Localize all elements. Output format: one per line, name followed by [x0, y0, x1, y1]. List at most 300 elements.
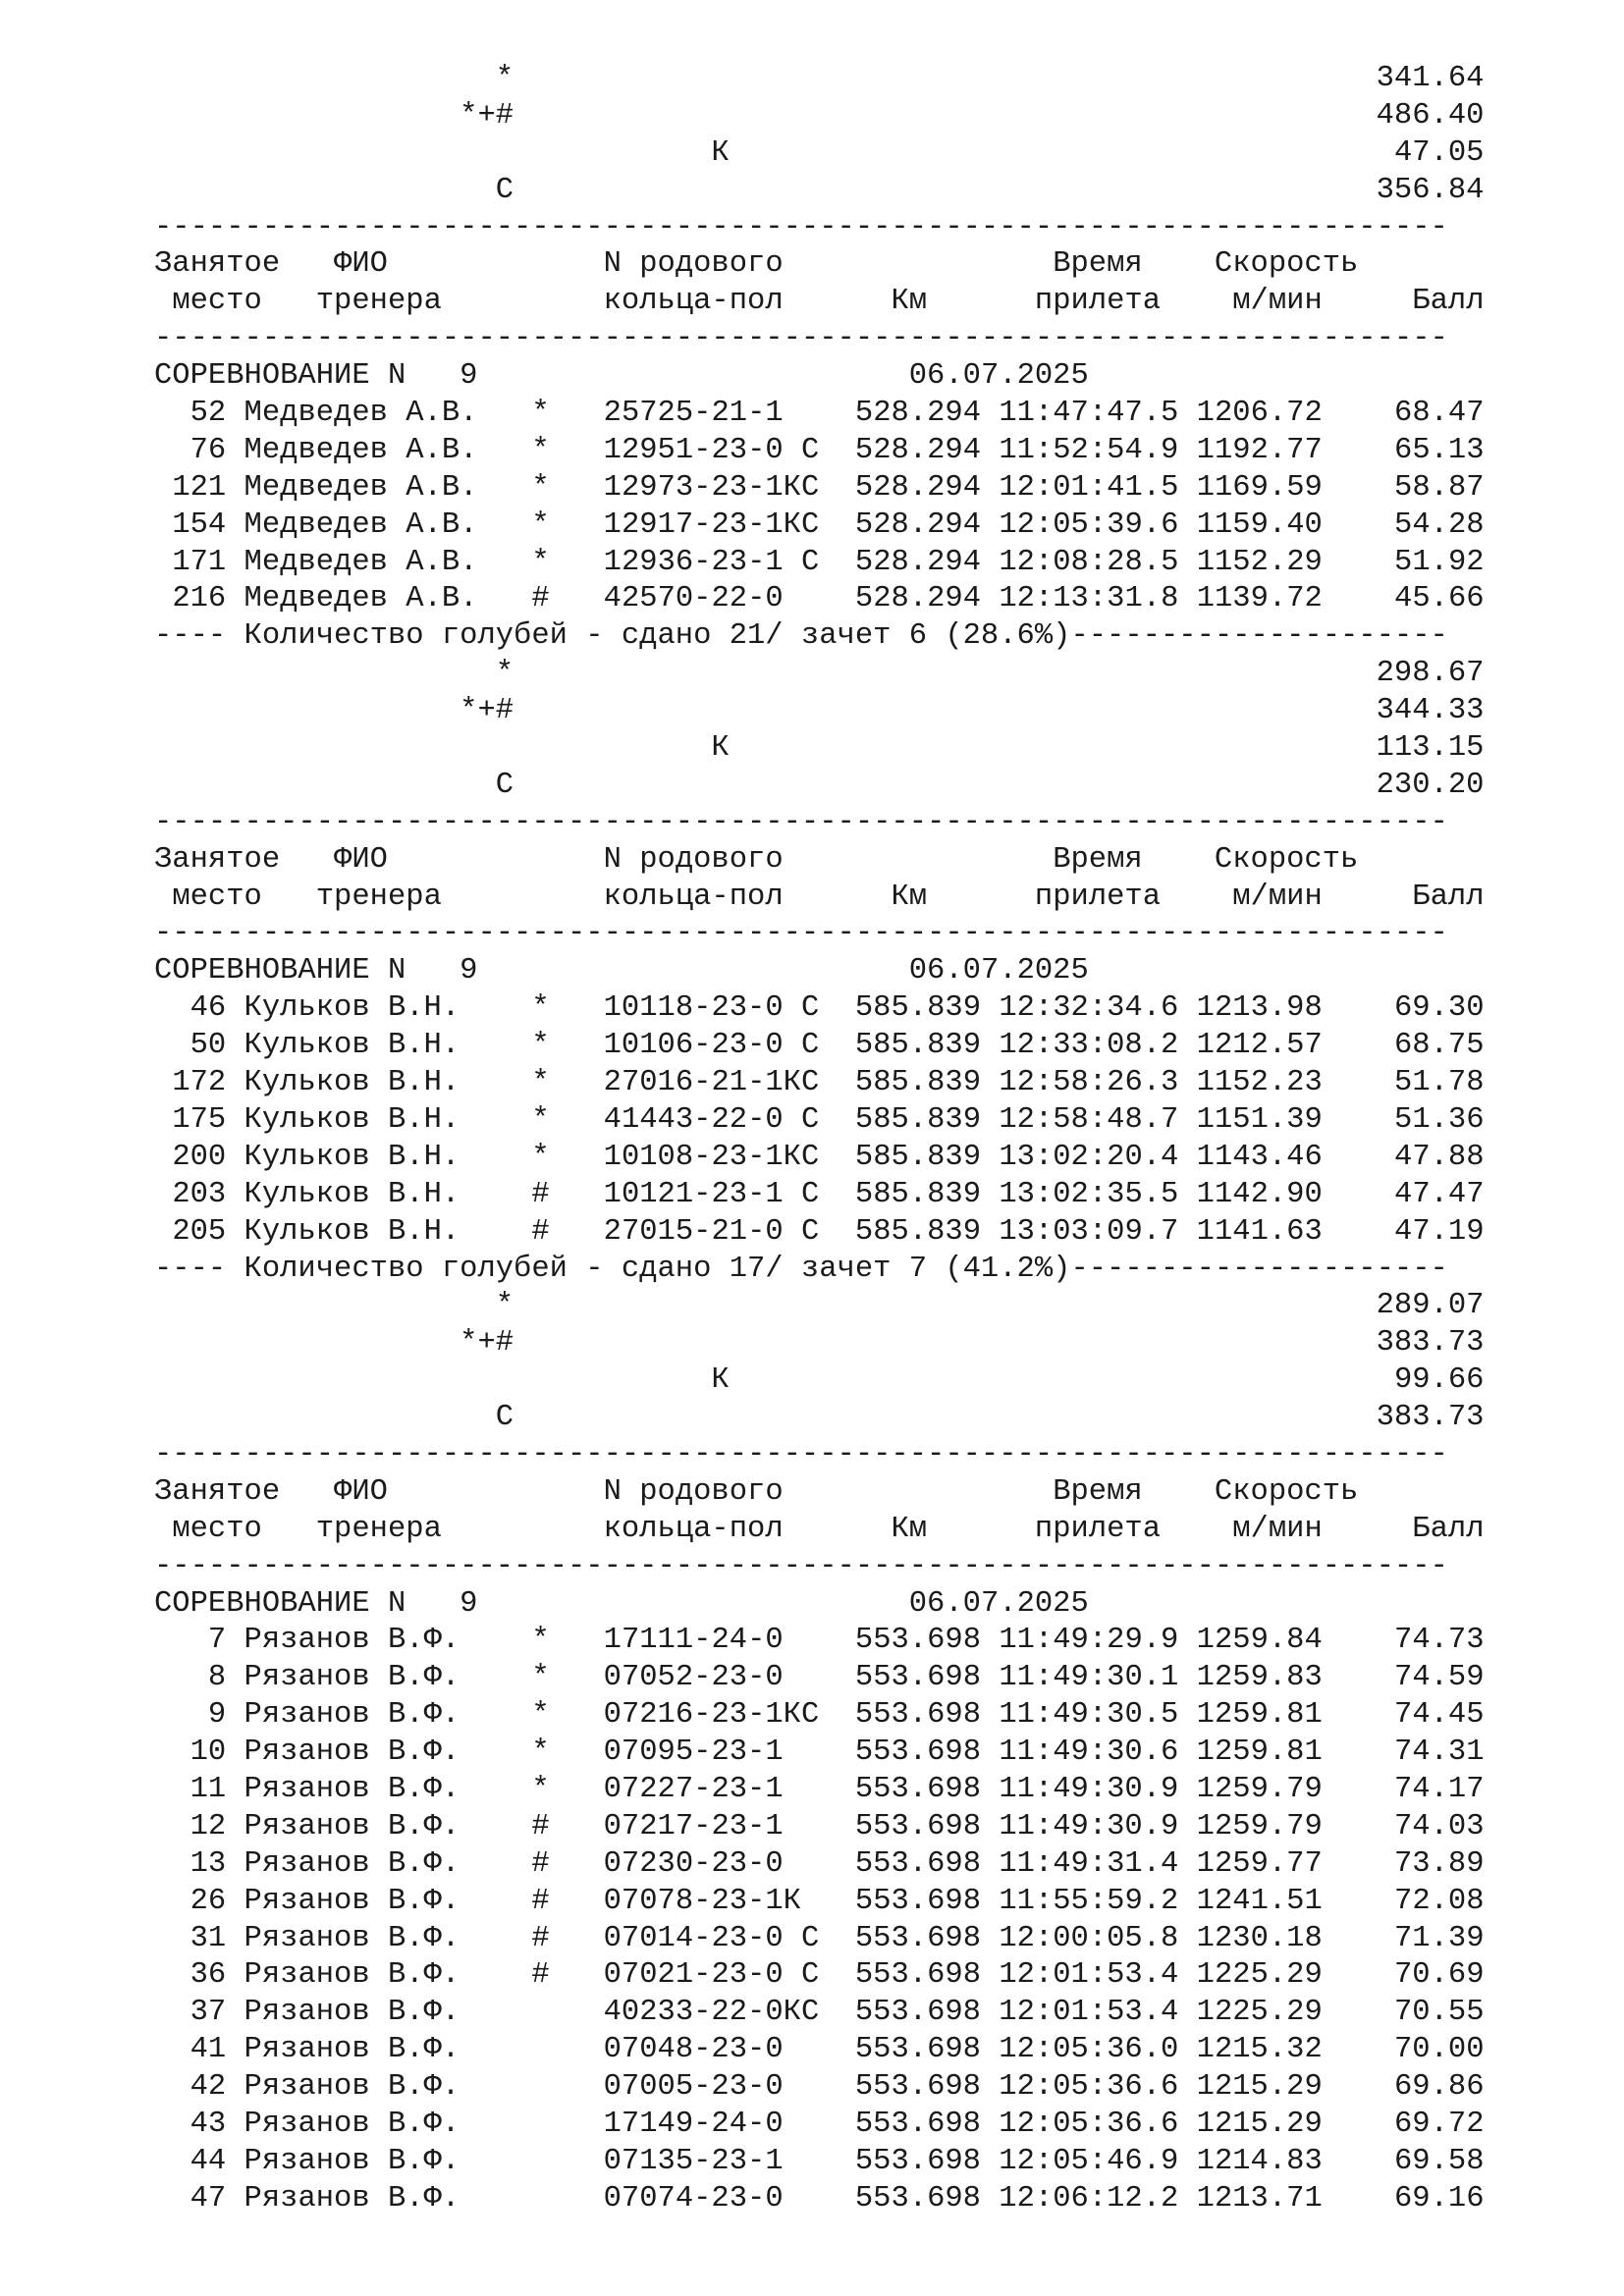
score: 70.69	[1394, 1958, 1485, 1993]
result-row	[154, 1809, 1485, 1846]
summary-line	[154, 173, 1485, 210]
speed: 1213.98	[1196, 991, 1323, 1026]
score: 70.00	[1393, 2033, 1485, 2067]
mark: *	[531, 991, 550, 1026]
col-fio-header: ФИО	[334, 1474, 388, 1509]
col-fio-header: ФИО	[334, 247, 388, 282]
trainer-name: Рязанов В.Ф.	[244, 1624, 460, 1658]
trainer-name: Рязанов В.Ф.	[244, 2070, 460, 2105]
score: 47.88	[1394, 1140, 1485, 1174]
result-row	[154, 545, 1485, 582]
col-place-header: место	[172, 1512, 262, 1546]
trainer-name: Кульков В.Н.	[244, 1140, 460, 1174]
score: 45.66	[1394, 582, 1485, 616]
arrival-time: 13:03:09.7	[999, 1214, 1179, 1249]
speed: 1142.90	[1196, 1177, 1323, 1211]
arrival-time: 12:05:36.6	[999, 2107, 1179, 2141]
mark: #	[531, 1958, 550, 1993]
col-ring-header: N родового	[603, 247, 784, 282]
col-place-header: Занятое	[154, 842, 281, 877]
place: 154	[172, 507, 227, 542]
ring-number: 17149-24-0	[603, 2107, 784, 2141]
place: 26	[189, 1884, 227, 1918]
ring-number: 07014-23-0 С	[603, 1921, 820, 1955]
col-place-header: место	[172, 880, 262, 914]
speed: 1259.81	[1196, 1698, 1323, 1733]
summary-line	[154, 1400, 1485, 1437]
summary-symbol: С	[495, 1401, 514, 1435]
distance-km: 528.294	[854, 470, 982, 505]
arrival-time: 12:58:48.7	[999, 1102, 1179, 1137]
arrival-time: 12:13:31.8	[999, 582, 1179, 616]
trainer-name: Медведев А.В.	[244, 433, 478, 467]
place: 41	[189, 2033, 227, 2067]
divider-text: ------------------------------------------------------------------------	[154, 805, 1448, 839]
arrival-time: 11:55:59.2	[999, 1884, 1179, 1918]
mark: *	[531, 545, 550, 579]
mark: #	[531, 582, 550, 616]
trainer-name: Кульков В.Н.	[244, 991, 460, 1026]
trainer-name: Рязанов В.Ф.	[244, 1884, 460, 1918]
col-speed-header: м/мин	[1232, 285, 1323, 319]
distance-km: 528.294	[854, 507, 982, 542]
summary-line	[154, 98, 1485, 135]
place: 9	[207, 1698, 227, 1733]
speed: 1212.57	[1196, 1029, 1323, 1063]
arrival-time: 12:00:05.8	[999, 1921, 1179, 1955]
col-ring-header: кольца-пол	[603, 880, 784, 914]
summary-line	[154, 1325, 1485, 1362]
speed: 1214.83	[1196, 2144, 1323, 2178]
ring-number: 17111-24-0	[603, 1624, 784, 1658]
ring-number: 41443-22-0 С	[603, 1102, 820, 1137]
score: 51.36	[1394, 1102, 1485, 1137]
col-fio-header: тренера	[315, 1512, 442, 1546]
score: 58.87	[1394, 470, 1485, 505]
ring-number: 12936-23-1 С	[603, 545, 820, 579]
score: 51.78	[1394, 1066, 1485, 1100]
trainer-name: Рязанов В.Ф.	[244, 1958, 460, 1993]
score: 68.47	[1394, 397, 1485, 431]
col-speed-header: м/мин	[1232, 1512, 1323, 1546]
summary-value: 383.73	[1376, 1326, 1485, 1361]
col-time-header: прилета	[1034, 880, 1162, 914]
arrival-time: 12:05:39.6	[999, 507, 1179, 542]
mark: *	[531, 470, 550, 505]
summary-symbol: К	[711, 1363, 730, 1398]
distance-km: 553.698	[854, 1809, 981, 1843]
place: 8	[207, 1661, 227, 1695]
divider-text: ------------------------------------------------------------------------	[154, 322, 1448, 356]
header-line	[154, 284, 1485, 321]
summary-symbol: *+#	[460, 694, 514, 728]
ring-number: 12917-23-1КС	[603, 507, 820, 542]
place: 200	[172, 1140, 227, 1174]
trainer-name: Кульков В.Н.	[244, 1177, 460, 1211]
speed: 1215.29	[1196, 2107, 1323, 2141]
speed: 1213.71	[1196, 2181, 1323, 2216]
summary-value: 341.64	[1376, 62, 1485, 95]
trainer-name: Рязанов В.Ф.	[244, 1846, 460, 1881]
col-time-header: прилета	[1034, 285, 1162, 319]
distance-km: 553.698	[854, 2181, 981, 2216]
count-line	[154, 1252, 1485, 1289]
mark: #	[531, 1884, 550, 1918]
arrival-time: 12:06:12.2	[999, 2181, 1179, 2216]
speed: 1152.29	[1196, 545, 1323, 579]
summary-symbol: *	[495, 1289, 514, 1323]
ring-number: 12951-23-0 С	[603, 433, 820, 467]
result-row	[154, 2107, 1485, 2144]
mark: #	[531, 1177, 550, 1211]
summary-line	[154, 768, 1485, 805]
distance-km: 553.698	[854, 1698, 982, 1733]
results-page	[154, 61, 1485, 2218]
ring-number: 10108-23-1КС	[603, 1140, 820, 1174]
score: 74.45	[1394, 1698, 1485, 1733]
score: 72.08	[1394, 1884, 1485, 1918]
place: 37	[189, 1996, 227, 2030]
ring-number: 07048-23-0	[603, 2033, 784, 2067]
distance-km: 585.839	[854, 991, 981, 1026]
competition-title: СОРЕВНОВАНИЕ N 9	[154, 954, 478, 988]
mark: *	[531, 1102, 550, 1137]
speed: 1230.18	[1196, 1921, 1323, 1955]
trainer-name: Рязанов В.Ф.	[244, 1809, 460, 1843]
result-row	[154, 1995, 1485, 2032]
col-fio-header: ФИО	[334, 842, 388, 877]
mark: #	[531, 1921, 550, 1955]
distance-km: 553.698	[854, 1624, 982, 1658]
result-row	[154, 1214, 1485, 1252]
col-speed-header: Скорость	[1214, 247, 1359, 282]
mark: *	[531, 1698, 550, 1733]
trainer-name: Рязанов В.Ф.	[244, 2144, 460, 2178]
ring-number: 07074-23-0	[603, 2181, 784, 2216]
place: 11	[189, 1772, 227, 1806]
distance-km: 585.839	[854, 1214, 982, 1249]
place: 43	[189, 2107, 227, 2141]
trainer-name: Рязанов В.Ф.	[244, 1735, 460, 1770]
mark: #	[531, 1846, 550, 1881]
arrival-time: 11:49:30.1	[999, 1661, 1179, 1695]
arrival-time: 11:49:30.6	[999, 1735, 1179, 1770]
arrival-time: 12:33:08.2	[999, 1029, 1179, 1063]
result-row	[154, 1921, 1485, 1958]
summary-value: 298.67	[1376, 657, 1485, 691]
arrival-time: 11:49:31.4	[999, 1846, 1179, 1881]
distance-km: 553.698	[854, 1921, 981, 1955]
distance-km: 553.698	[854, 2033, 981, 2067]
result-row	[154, 1102, 1485, 1140]
competition-date: 06.07.2025	[908, 359, 1089, 394]
summary-symbol: С	[495, 173, 514, 207]
trainer-name: Рязанов В.Ф.	[244, 1921, 460, 1955]
ring-number: 07135-23-1	[603, 2144, 784, 2178]
distance-km: 528.294	[854, 582, 982, 616]
divider	[154, 1549, 1485, 1586]
distance-km: 553.698	[854, 1661, 982, 1695]
score: 68.75	[1394, 1029, 1485, 1063]
speed: 1139.72	[1196, 582, 1323, 616]
result-row	[154, 396, 1485, 433]
place: 175	[172, 1102, 227, 1137]
ring-number: 07230-23-0	[603, 1846, 784, 1881]
summary-line	[154, 730, 1485, 768]
ring-number: 42570-22-0	[603, 582, 784, 616]
mark: *	[531, 1772, 550, 1806]
result-row	[154, 1140, 1485, 1177]
result-row	[154, 1772, 1485, 1809]
summary-value: 99.66	[1393, 1363, 1485, 1398]
result-row	[154, 1735, 1485, 1772]
result-row	[154, 433, 1485, 470]
mark: *	[531, 1735, 550, 1770]
arrival-time: 12:08:28.5	[999, 545, 1179, 579]
summary-line	[154, 693, 1485, 730]
score: 54.28	[1394, 507, 1485, 542]
trainer-name: Медведев А.В.	[244, 582, 478, 616]
score: 69.16	[1393, 2181, 1485, 2216]
trainer-name: Кульков В.Н.	[244, 1214, 460, 1249]
place: 203	[172, 1177, 227, 1211]
divider-text: ------------------------------------------------------------------------	[154, 917, 1448, 951]
speed: 1259.77	[1196, 1846, 1323, 1881]
ring-number: 07217-23-1	[603, 1809, 784, 1843]
ring-number: 07052-23-0	[603, 1661, 784, 1695]
result-row	[154, 581, 1485, 618]
result-row	[154, 1660, 1485, 1697]
speed: 1259.84	[1196, 1624, 1323, 1658]
mark: *	[531, 433, 550, 467]
summary-value: 383.73	[1376, 1401, 1485, 1435]
divider-text: ------------------------------------------------------------------------	[154, 1549, 1448, 1583]
summary-line	[154, 135, 1485, 173]
trainer-name: Медведев А.В.	[244, 545, 478, 579]
ring-number: 07216-23-1КС	[603, 1698, 820, 1733]
place: 46	[189, 991, 227, 1026]
arrival-time: 12:01:53.4	[999, 1958, 1179, 1993]
col-speed-header: Скорость	[1214, 1474, 1359, 1509]
ring-number: 40233-22-0КС	[603, 1996, 820, 2030]
score: 51.92	[1394, 545, 1485, 579]
result-row	[154, 2144, 1485, 2181]
divider	[154, 321, 1485, 358]
col-ring-header: кольца-пол	[603, 1512, 784, 1546]
speed: 1141.63	[1196, 1214, 1323, 1249]
result-row	[154, 1065, 1485, 1102]
ring-number: 07227-23-1	[603, 1772, 784, 1806]
trainer-name: Медведев А.В.	[244, 507, 478, 542]
competition-line	[154, 358, 1485, 396]
header-line	[154, 880, 1485, 917]
distance-km: 553.698	[854, 2144, 981, 2178]
mark: #	[531, 1809, 550, 1843]
col-fio-header: тренера	[315, 880, 442, 914]
ring-number: 27016-21-1КС	[603, 1066, 820, 1100]
score: 47.19	[1394, 1214, 1485, 1249]
col-place-header: Занятое	[154, 247, 281, 282]
arrival-time: 12:32:34.6	[999, 991, 1179, 1026]
mark: *	[531, 1140, 550, 1174]
result-row	[154, 2032, 1485, 2069]
summary-symbol: *	[495, 657, 514, 691]
speed: 1215.29	[1196, 2070, 1323, 2105]
col-km-header: Км	[891, 880, 928, 914]
speed: 1206.72	[1196, 397, 1323, 431]
mark: *	[531, 1661, 550, 1695]
summary-value: 344.33	[1376, 694, 1485, 728]
score: 74.73	[1394, 1624, 1485, 1658]
header-line	[154, 1474, 1485, 1512]
speed: 1192.77	[1196, 433, 1323, 467]
speed: 1259.79	[1196, 1772, 1323, 1806]
trainer-name: Рязанов В.Ф.	[244, 1698, 460, 1733]
summary-line	[154, 61, 1485, 98]
trainer-name: Рязанов В.Ф.	[244, 1661, 460, 1695]
arrival-time: 11:49:30.9	[999, 1809, 1179, 1843]
arrival-time: 12:01:53.4	[999, 1996, 1179, 2030]
ring-number: 07005-23-0	[603, 2070, 784, 2105]
summary-value: 47.05	[1393, 135, 1485, 170]
place: 50	[189, 1029, 227, 1063]
competition-line	[154, 1586, 1485, 1624]
ring-number: 10121-23-1 С	[603, 1177, 820, 1211]
ring-number: 07095-23-1	[603, 1735, 784, 1770]
arrival-time: 12:05:36.6	[999, 2070, 1179, 2105]
score: 74.03	[1394, 1809, 1485, 1843]
summary-symbol: *+#	[460, 1326, 514, 1361]
score: 74.17	[1394, 1772, 1485, 1806]
summary-symbol: *+#	[460, 98, 514, 133]
divider	[154, 805, 1485, 842]
arrival-time: 13:02:20.4	[999, 1140, 1179, 1174]
count-text: ---- Количество голубей - сдано 21/ зачет 6 (28.6%)---------------------	[154, 619, 1448, 654]
speed: 1259.81	[1196, 1735, 1323, 1770]
ring-number: 07021-23-0 С	[603, 1958, 820, 1993]
mark: *	[531, 507, 550, 542]
summary-value: 356.84	[1376, 173, 1485, 207]
divider	[154, 1437, 1485, 1474]
arrival-time: 11:52:54.9	[999, 433, 1179, 467]
header-line	[154, 1512, 1485, 1549]
col-score-header: Балл	[1412, 285, 1485, 319]
speed: 1151.39	[1196, 1102, 1323, 1137]
col-km-header: Км	[891, 285, 928, 319]
divider	[154, 210, 1485, 247]
score: 69.86	[1393, 2070, 1485, 2105]
ring-number: 25725-21-1	[603, 397, 784, 431]
result-row	[154, 990, 1485, 1028]
competition-line	[154, 953, 1485, 990]
divider-text: ------------------------------------------------------------------------	[154, 210, 1448, 244]
speed: 1215.32	[1196, 2033, 1323, 2067]
summary-value: 230.20	[1376, 768, 1485, 802]
speed: 1169.59	[1196, 470, 1323, 505]
distance-km: 585.839	[854, 1177, 982, 1211]
trainer-name: Рязанов В.Ф.	[244, 1996, 460, 2030]
distance-km: 585.839	[854, 1102, 982, 1137]
distance-km: 553.698	[854, 1958, 981, 1993]
distance-km: 553.698	[854, 1996, 981, 2030]
score: 73.89	[1394, 1846, 1485, 1881]
result-row	[154, 470, 1485, 507]
trainer-name: Кульков В.Н.	[244, 1066, 460, 1100]
place: 52	[189, 397, 227, 431]
summary-symbol: *	[495, 62, 514, 95]
distance-km: 553.698	[854, 1884, 982, 1918]
mark: *	[531, 1624, 550, 1658]
col-score-header: Балл	[1412, 1512, 1485, 1546]
mark: *	[531, 397, 550, 431]
distance-km: 553.698	[854, 2107, 981, 2141]
result-row	[154, 1028, 1485, 1065]
speed: 1241.51	[1196, 1884, 1323, 1918]
speed: 1225.29	[1196, 1958, 1323, 1993]
place: 31	[189, 1921, 227, 1955]
col-time-header: Время	[1053, 247, 1143, 282]
result-row	[154, 2069, 1485, 2107]
result-row	[154, 1957, 1485, 1995]
col-km-header: Км	[891, 1512, 928, 1546]
score: 74.31	[1394, 1735, 1485, 1770]
score: 70.55	[1393, 1996, 1485, 2030]
place: 7	[207, 1624, 227, 1658]
competition-title: СОРЕВНОВАНИЕ N 9	[154, 1586, 478, 1621]
summary-symbol: С	[495, 768, 514, 802]
col-fio-header: тренера	[315, 285, 442, 319]
arrival-time: 11:49:30.9	[999, 1772, 1179, 1806]
summary-value: 486.40	[1376, 98, 1485, 133]
place: 205	[172, 1214, 227, 1249]
ring-number: 10118-23-0 С	[603, 991, 820, 1026]
summary-value: 289.07	[1376, 1289, 1485, 1323]
distance-km: 528.294	[854, 397, 982, 431]
place: 44	[189, 2144, 227, 2178]
distance-km: 553.698	[854, 1846, 981, 1881]
score: 71.39	[1394, 1921, 1485, 1955]
result-row	[154, 1623, 1485, 1660]
speed: 1259.83	[1196, 1661, 1323, 1695]
speed: 1143.46	[1196, 1140, 1323, 1174]
trainer-name: Медведев А.В.	[244, 470, 478, 505]
summary-symbol: К	[711, 731, 730, 766]
divider-text: ------------------------------------------------------------------------	[154, 1437, 1448, 1471]
trainer-name: Медведев А.В.	[244, 397, 478, 431]
col-score-header: Балл	[1412, 880, 1485, 914]
distance-km: 553.698	[854, 1772, 981, 1806]
ring-number: 12973-23-1КС	[603, 470, 820, 505]
result-row	[154, 1846, 1485, 1884]
col-ring-header: N родового	[603, 842, 784, 877]
trainer-name: Рязанов В.Ф.	[244, 1772, 460, 1806]
place: 12	[189, 1809, 227, 1843]
distance-km: 553.698	[854, 2070, 981, 2105]
arrival-time: 12:58:26.3	[999, 1066, 1179, 1100]
col-place-header: Занятое	[154, 1474, 281, 1509]
place: 172	[172, 1066, 227, 1100]
distance-km: 553.698	[854, 1735, 981, 1770]
distance-km: 528.294	[854, 433, 982, 467]
score: 65.13	[1394, 433, 1485, 467]
result-row	[154, 507, 1485, 545]
distance-km: 585.839	[854, 1066, 982, 1100]
mark: *	[531, 1066, 550, 1100]
arrival-time: 12:05:46.9	[999, 2144, 1179, 2178]
speed: 1225.29	[1196, 1996, 1323, 2030]
distance-km: 585.839	[854, 1140, 982, 1174]
col-speed-header: м/мин	[1232, 880, 1323, 914]
